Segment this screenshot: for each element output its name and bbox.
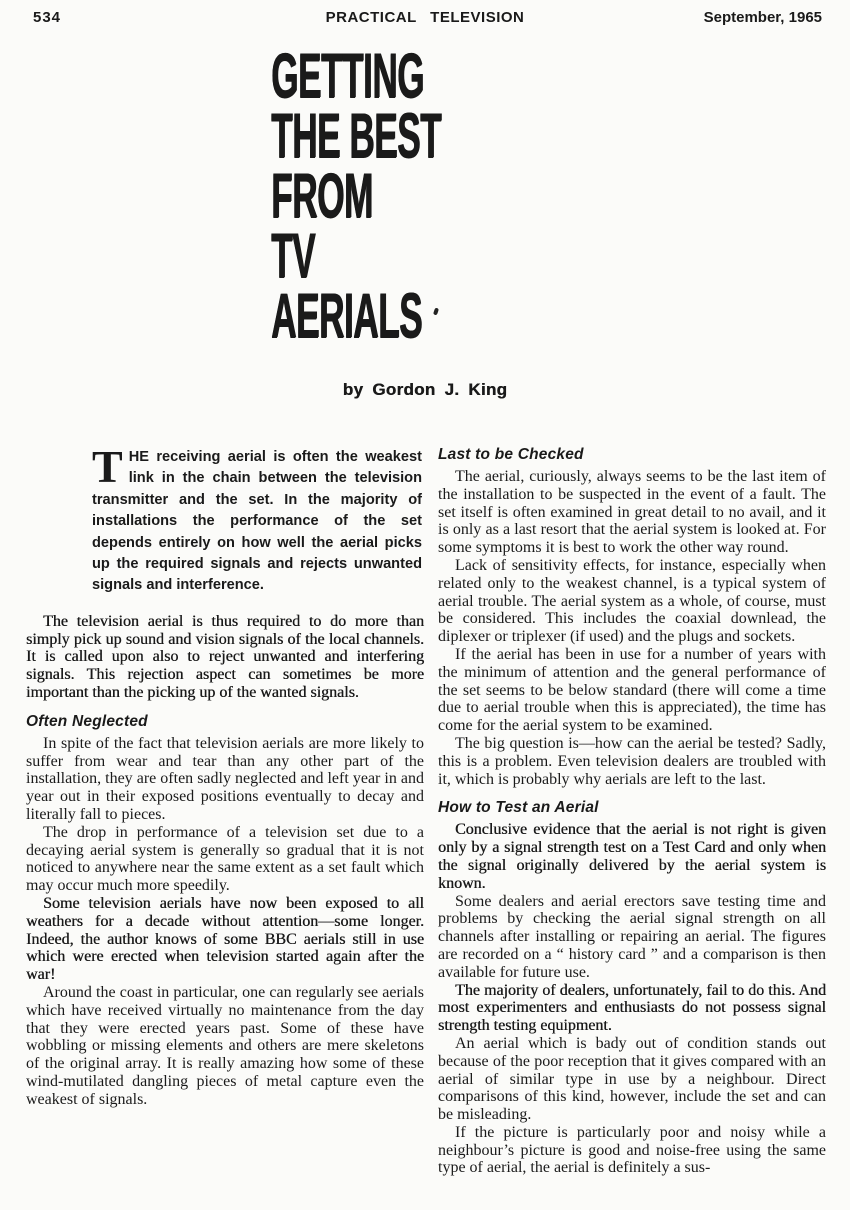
paragraph: The drop in performance of a television set due to a decaying aerial system is generally so gradual that it is not noticed to anywhere near the same extent as a set fault which may occur much more speedily. <box>26 823 424 895</box>
paragraph: Around the coast in particular, one can regularly see aerials which have received virtually no maintenance from the day that they were erected years past. Some of these have wobbling or missing elements and others are mere skeletons of the original array. It is really amazing how some of these wind-mutilated dangling pieces of metal capture even the weakest of signals. <box>26 983 424 1108</box>
title-line: TV <box>271 221 315 291</box>
title-line: GETTING <box>271 41 424 111</box>
paragraph: An aerial which is bady out of condition stands out because of the poor reception that it gives compared with an aerial of similar type in use by a neighbour. Direct comparisons of this kind, however, include the set and can be misleading. <box>438 1034 826 1124</box>
article-title <box>271 41 575 351</box>
title-line: THE BEST <box>271 101 441 171</box>
paragraph: Some dealers and aerial erectors save testing time and problems by checking the aerial signal strength on all channels after installing or repairing an aerial. The figures are recorded on a “ history card ” and a comparison is then available for future use. <box>438 892 826 981</box>
section-heading-often-neglected: Often Neglected <box>26 712 148 730</box>
paragraph: The majority of dealers, unfortunately, fail to do this. And most experimenters and enthusiasts do not possess signal strength testing equipment. <box>438 981 826 1035</box>
byline: by Gordon J. King <box>342 380 508 399</box>
paragraph: In spite of the fact that television aerials are more likely to suffer from wear and tear than any other part of the installation, they are often sadly neglected and left year in and year out in their exposed positions eventually to decay and literally fall to pieces. <box>26 734 424 824</box>
lead-paragraph <box>92 441 422 597</box>
paragraph: If the aerial has been in use for a number of years with the minimum of attention and the general performance of the set seems to be below standard (there will come a time due to aerial trouble when this is appreciated), the time has come for the aerial system to be examined. <box>438 645 826 735</box>
paragraph: The aerial, curiously, always seems to be the last item of the installation to be suspected in the event of a fault. The set itself is often examined in great detail to no avail, and it is only as a last resort that the aerial system is looked at. For some symptoms it is best to work the other way round. <box>438 468 826 557</box>
section-heading-how-to-test-an-aerial: How to Test an Aerial <box>438 799 599 817</box>
paragraph: If the picture is particularly poor and noisy while a neighbour’s picture is good and noise-free using the same type of aerial, the aerial is definitely a sus- <box>438 1123 826 1177</box>
title-line: FROM <box>271 161 373 231</box>
paragraph: The big question is—how can the aerial be tested? Sadly, this is a problem. Even television dealers are troubled with it, which is probably why aerials are left to the last. <box>438 734 826 788</box>
paragraph: Lack of sensitivity effects, for instance, especially when related only to the weakest channel, is a typical system of aerial trouble. The aerial system as a whole, of course, must be considered. This includes the coaxial downlead, the diplexer or triplexer (if used) and the plugs and sockets. <box>438 556 826 646</box>
page-number: 534 <box>33 9 62 26</box>
left-column <box>26 441 424 1177</box>
paragraph: Some television aerials have now been exposed to all weathers for a decade without attention—some longer. Indeed, the author knows of some BBC aerials still in use which were erected when television started again after the war! <box>26 895 424 984</box>
paragraph: The television aerial is thus required to do more than simply pick up sound and vision signals of the local channels. It is called upon also to reject unwanted and interfering signals. This rejection aspect can sometimes be more important than the picking up of the wanted signals. <box>26 612 424 702</box>
paragraph: Conclusive evidence that the aerial is not right is given only by a signal strength test on a Test Card and only when the signal originally delivered by the aerial system is known. <box>438 821 826 892</box>
article-body <box>26 441 826 1177</box>
lead-text: HE receiving aerial is often the weakest link in the chain between the television transmitter and the set. In the majority of installations the performance of the set depends entirely on how well the aerial picks up the required signals and rejects unwanted signals and interference. <box>92 449 422 594</box>
title-line: AERIALS <box>271 281 422 351</box>
section-heading-last-to-be-checked: Last to be Checked <box>438 446 584 463</box>
issue-date: September, 1965 <box>703 9 822 26</box>
magazine-title: PRACTICAL TELEVISION <box>325 9 525 26</box>
dropcap-letter: T <box>92 441 123 492</box>
right-column <box>438 444 826 1177</box>
